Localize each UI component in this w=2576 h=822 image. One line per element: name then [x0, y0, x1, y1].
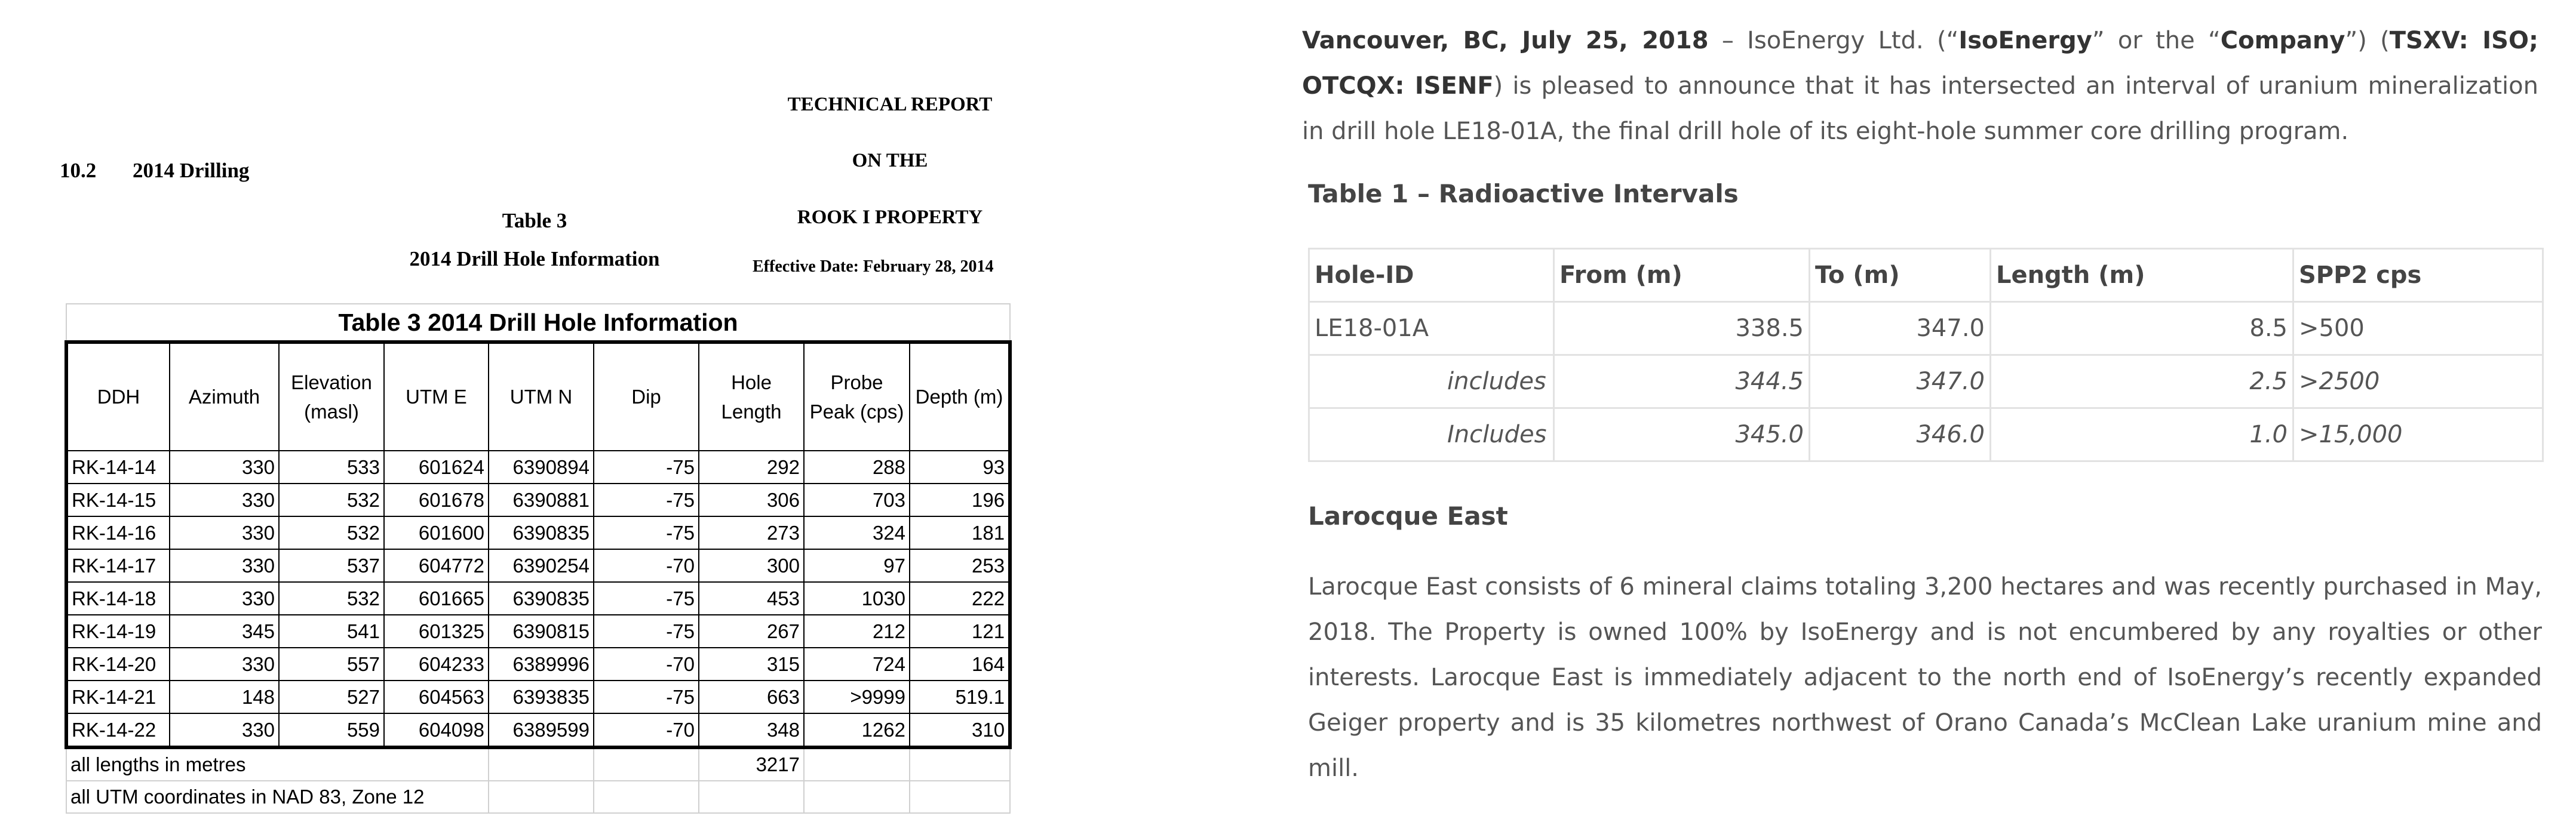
effective-date: Effective Date: February 28, 2014 — [753, 257, 994, 276]
table-cell: -75 — [594, 516, 699, 549]
table-cell: 6390894 — [489, 451, 594, 484]
table-cell: 557 — [279, 648, 384, 681]
column-header: Length (m) — [1991, 249, 2293, 302]
intro-text: ” or the “ — [2092, 27, 2221, 54]
table-cell: 6389599 — [489, 713, 594, 747]
table-row — [66, 713, 1010, 747]
table-row — [66, 681, 1010, 713]
radioactive-intervals-table — [1308, 248, 2544, 462]
table-cell: RK-14-21 — [66, 681, 170, 713]
column-header: To (m) — [1810, 249, 1991, 302]
table-header-row — [66, 342, 1010, 451]
table-cell: 346.0 — [1810, 408, 1991, 461]
table-cell: 601325 — [384, 615, 489, 648]
table-cell: 148 — [170, 681, 279, 713]
table-cell: 330 — [170, 648, 279, 681]
table-cell: RK-14-14 — [66, 451, 170, 484]
table-cell: Includes — [1309, 408, 1554, 461]
table-title: Table 3 2014 Drill Hole Information — [66, 304, 1010, 342]
table-row — [66, 516, 1010, 549]
table-cell: 306 — [699, 484, 804, 516]
column-header: UTM E — [384, 342, 489, 451]
table-cell: 1262 — [804, 713, 910, 747]
intervals-table-title: Table 1 – Radioactive Intervals — [1308, 179, 1739, 208]
table-cell: 663 — [699, 681, 804, 713]
table-row — [66, 484, 1010, 516]
table-cell: LE18-01A — [1309, 302, 1554, 355]
table-cell: -75 — [594, 582, 699, 615]
table-row — [66, 549, 1010, 582]
table-row — [1309, 302, 2543, 355]
table-cell: 330 — [170, 516, 279, 549]
table-row — [1309, 355, 2543, 408]
table-cell: -70 — [594, 713, 699, 747]
table-cell: 345.0 — [1554, 408, 1810, 461]
table-cell: >2500 — [2293, 355, 2543, 408]
table-cell: 288 — [804, 451, 910, 484]
table-footer-row — [66, 781, 1010, 813]
table-cell: 601665 — [384, 582, 489, 615]
table-cell: 338.5 — [1554, 302, 1810, 355]
table-cell: RK-14-19 — [66, 615, 170, 648]
table-cell: 559 — [279, 713, 384, 747]
table-cell: 330 — [170, 549, 279, 582]
table-cell: 8.5 — [1991, 302, 2293, 355]
table-cell: 6390254 — [489, 549, 594, 582]
column-header: DDH — [66, 342, 170, 451]
table-cell: 1.0 — [1991, 408, 2293, 461]
table-cell: 6390815 — [489, 615, 594, 648]
column-header: From (m) — [1554, 249, 1810, 302]
table-cell: 6390835 — [489, 516, 594, 549]
table-cell: 315 — [699, 648, 804, 681]
table-footer-row — [66, 747, 1010, 781]
table-cell: 93 — [910, 451, 1010, 484]
table-cell: >15,000 — [2293, 408, 2543, 461]
table-cell: 330 — [170, 451, 279, 484]
section-heading: Larocque East — [1308, 501, 1508, 531]
table-cell: 537 — [279, 549, 384, 582]
note-lengths: all lengths in metres — [66, 747, 489, 781]
table-cell: RK-14-20 — [66, 648, 170, 681]
column-header: UTM N — [489, 342, 594, 451]
report-heading-line-1: TECHNICAL REPORT — [787, 94, 993, 115]
table-cell: 347.0 — [1810, 355, 1991, 408]
total-length: 3217 — [699, 747, 804, 781]
intro-paragraph — [1302, 18, 2538, 154]
table-cell: 604098 — [384, 713, 489, 747]
table-row — [66, 648, 1010, 681]
ticker-symbols: TSXV: ISO; OTCQX: ISENF — [1302, 27, 2538, 100]
table-cell: 453 — [699, 582, 804, 615]
table-cell: 533 — [279, 451, 384, 484]
table-row — [66, 451, 1010, 484]
table-cell: 1030 — [804, 582, 910, 615]
table-cell: 196 — [910, 484, 1010, 516]
company-short-name: IsoEnergy — [1958, 27, 2092, 54]
table-cell: 330 — [170, 582, 279, 615]
table-caption-title: 2014 Drill Hole Information — [409, 247, 660, 270]
table-cell: 97 — [804, 549, 910, 582]
column-header: Azimuth — [170, 342, 279, 451]
section-number: 10.2 — [60, 159, 97, 182]
table-cell: 324 — [804, 516, 910, 549]
table-cell: 253 — [910, 549, 1010, 582]
column-header: Probe Peak (cps) — [804, 342, 910, 451]
table-cell: 164 — [910, 648, 1010, 681]
table-cell: -75 — [594, 484, 699, 516]
table-row — [66, 582, 1010, 615]
table-cell: 519.1 — [910, 681, 1010, 713]
table-cell: 273 — [699, 516, 804, 549]
table-cell: 532 — [279, 516, 384, 549]
table-cell: RK-14-16 — [66, 516, 170, 549]
table-cell: 181 — [910, 516, 1010, 549]
table-cell: 541 — [279, 615, 384, 648]
intro-text: – IsoEnergy Ltd. (“ — [1708, 27, 1959, 54]
table-cell: 222 — [910, 582, 1010, 615]
table-header-row — [1309, 249, 2543, 302]
drill-hole-table — [65, 303, 1012, 814]
table-cell: -70 — [594, 549, 699, 582]
table-row — [66, 615, 1010, 648]
table-cell: 330 — [170, 713, 279, 747]
table-cell: 604233 — [384, 648, 489, 681]
table-cell: 532 — [279, 582, 384, 615]
note-utm: all UTM coordinates in NAD 83, Zone 12 — [66, 781, 489, 813]
section-title: 2014 Drilling — [133, 159, 250, 182]
table-cell: RK-14-15 — [66, 484, 170, 516]
column-header: Hole Length — [699, 342, 804, 451]
intro-text: ) is pleased to announce that it has intersected an interval of uranium mineralization in drill hole LE18-01A, the final drill hole of its eight-hole summer core drilling program. — [1302, 72, 2538, 145]
table-cell: 6389996 — [489, 648, 594, 681]
table-cell: 6393835 — [489, 681, 594, 713]
column-header: Depth (m) — [910, 342, 1010, 451]
column-header: Elevation (masl) — [279, 342, 384, 451]
table-cell: 310 — [910, 713, 1010, 747]
table-cell: 267 — [699, 615, 804, 648]
table-cell: -75 — [594, 681, 699, 713]
table-cell: 344.5 — [1554, 355, 1810, 408]
table-cell: 601624 — [384, 451, 489, 484]
table-cell: -75 — [594, 451, 699, 484]
table-title-row — [66, 304, 1010, 342]
table-cell: 330 — [170, 484, 279, 516]
table-cell: 724 — [804, 648, 910, 681]
table-cell: 300 — [699, 549, 804, 582]
column-header: SPP2 cps — [2293, 249, 2543, 302]
table-cell: -70 — [594, 648, 699, 681]
column-header: Dip — [594, 342, 699, 451]
table-cell: 601600 — [384, 516, 489, 549]
report-heading-line-2: ON THE — [852, 150, 928, 171]
table-cell: 703 — [804, 484, 910, 516]
dateline: Vancouver, BC, July 25, 2018 — [1302, 27, 1709, 54]
table-cell: 121 — [910, 615, 1010, 648]
table-cell: 6390881 — [489, 484, 594, 516]
table-cell: 345 — [170, 615, 279, 648]
press-release — [1302, 0, 2556, 822]
table-cell: 6390835 — [489, 582, 594, 615]
table-cell: >500 — [2293, 302, 2543, 355]
table-cell: 604772 — [384, 549, 489, 582]
intro-text: ”) ( — [2345, 27, 2390, 54]
company-label: Company — [2220, 27, 2345, 54]
table-cell: 532 — [279, 484, 384, 516]
table-cell: -75 — [594, 615, 699, 648]
table-cell: >9999 — [804, 681, 910, 713]
table-cell: 601678 — [384, 484, 489, 516]
table-cell: 347.0 — [1810, 302, 1991, 355]
report-heading-line-3: ROOK I PROPERTY — [797, 207, 983, 228]
table-cell: RK-14-18 — [66, 582, 170, 615]
table-cell: 348 — [699, 713, 804, 747]
table-cell: includes — [1309, 355, 1554, 408]
technical-report-page — [0, 0, 1051, 822]
table-cell: 604563 — [384, 681, 489, 713]
table-cell: RK-14-22 — [66, 713, 170, 747]
section-heading — [60, 159, 249, 183]
table-cell: 2.5 — [1991, 355, 2293, 408]
body-paragraph: Larocque East consists of 6 mineral claims totaling 3,200 hectares and was recently purchased in May, 2018. The Property is owned 100% by IsoEnergy and is not encumbered by any royalties or other interests. Larocque East is immediately adjacent to the north end of IsoEnergy’s recently expanded Geiger property and is 35 kilometres northwest of Orano Canada’s McClean Lake uranium mine and mill. — [1308, 573, 2542, 782]
table-cell: 212 — [804, 615, 910, 648]
table-caption-number: Table 3 — [502, 209, 567, 232]
table-cell: 527 — [279, 681, 384, 713]
table-cell: RK-14-17 — [66, 549, 170, 582]
table-row — [1309, 408, 2543, 461]
table-cell: 292 — [699, 451, 804, 484]
column-header: Hole-ID — [1309, 249, 1554, 302]
